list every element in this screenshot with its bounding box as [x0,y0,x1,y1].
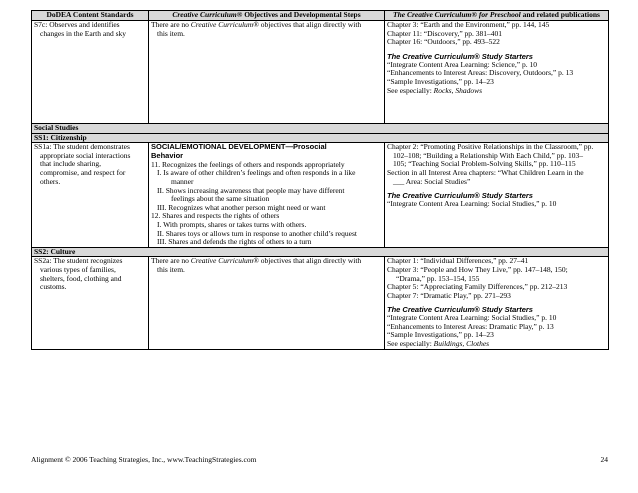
chapter-ref: Chapter 7: “Dramatic Play,” pp. 271–293 [387,290,511,300]
publications-cell [385,257,609,349]
table-row-ss2a [32,257,609,349]
standard-line: others. [40,176,61,186]
no-objectives-text-cont: this item. [157,264,185,274]
chapter-ref: Chapter 3: “People and How They Live,” pp. 147–148, 150; [387,264,568,274]
study-starter-ref: “Enhancements to Interest Areas: Discovery, Outdoors,” p. 13 [387,68,574,78]
objective-step: I. With prompts, shares or takes turns with others. [157,219,307,229]
standard-line: shelters, food, clothing and [40,273,122,283]
standard-line: customs. [40,282,67,292]
standard-line: appropriate social interactions [40,150,131,160]
study-starter-ref: “Enhancements to Interest Areas: Dramatic Play,” p. 13 [387,321,554,331]
table-header-row [32,11,609,21]
chapter-ref-cont: 105; “Teaching Social Problem-Solving Skills,” pp. 110–115 [393,159,576,169]
chapter-ref: Chapter 16: “Outdoors,” pp. 493–522 [387,37,500,47]
chapter-ref: Chapter 11: “Discovery,” pp. 381–401 [387,28,503,38]
standard-cell [32,143,149,248]
study-starter-ref: “Sample Investigations,” pp. 14–23 [387,76,494,86]
study-starters-heading: The Creative Curriculum® Study Starters [387,305,533,315]
subsection-heading-citizenship: SS1: Citizenship [32,133,609,143]
objective-step: III. Recognizes what another person might need or want [157,202,326,212]
no-objectives-text: There are no Creative Curriculum® objectives that align directly with [151,256,362,266]
publications-cell [385,21,609,124]
standard-line: S7c: Observes and identifies [34,20,120,29]
chapter-ref: Chapter 5: “Appreciating Family Differences,” pp. 212–213 [387,282,568,292]
objective-step-cont: feelings about the same situation [171,194,270,204]
study-starter-ref: “Integrate Content Area Learning: Science,” p. 10 [387,59,537,69]
chapter-ref-cont: ___ Area: Social Studies” [393,176,471,186]
standard-line: SS1a: The student demonstrates [34,142,130,152]
study-starter-ref: “Sample Investigations,” pp. 14–23 [387,330,494,340]
standard-line: that include sharing, [40,159,102,169]
header-creative-curriculum-publications: The Creative Curriculum® for Preschool and related publications [385,11,609,21]
header-dodea-standards: DoDEA Content Standards [32,11,149,21]
objective-step: I. Is aware of other children’s feelings and often responds in a like [157,168,356,178]
subsection-row-citizenship [32,133,609,143]
study-starters-heading: The Creative Curriculum® Study Starters [387,191,533,201]
objective-step: II. Shows increasing awareness that people may have different [157,185,345,195]
objective-line: 12. Shares and respects the rights of others [151,211,280,221]
chapter-ref: Chapter 1: “Individual Differences,” pp. 27–41 [387,256,529,266]
header-objectives: Creative Curriculum® Objectives and Developmental Steps [149,11,385,21]
chapter-ref: Chapter 3: “Earth and the Environment,” pp. 144, 145 [387,20,550,29]
objectives-cell [149,257,385,349]
study-starter-ref: “Integrate Content Area Learning: Social Studies,” p. 10 [387,199,557,209]
page-number: 24 [600,455,608,464]
footer-copyright: Alignment © 2006 Teaching Strategies, Inc., www.TeachingStrategies.com [31,455,257,464]
study-starters-heading: The Creative Curriculum® Study Starters [387,51,533,61]
publications-cell [385,143,609,248]
see-especially: See especially: Buildings, Clothes [387,339,490,349]
objectives-cell [149,21,385,124]
table-row-s7c [32,21,609,124]
objective-step: II. Shares toys or allows turn in response to another child’s request [157,228,357,238]
section-row-social-studies [32,124,609,134]
no-objectives-text-cont: this item. [157,28,185,38]
standard-line: SS2a: The student recognizes [34,256,123,266]
objective-step-cont: manner [171,176,194,186]
standard-cell [32,257,149,349]
standard-line: changes in the Earth and sky [40,28,127,38]
standard-line: various types of families, [40,264,116,274]
objectives-cell [149,143,385,248]
standard-line: compromise, and respect for [40,167,126,177]
chapter-ref-cont: 102–108; “Building a Relationship With Each Child,” pp. 103– [393,150,583,160]
see-especially: See especially: Rocks, Shadows [387,85,482,95]
domain-title-cont: Behavior [151,150,184,160]
alignment-table [31,10,609,350]
subsection-row-culture [32,247,609,257]
objective-line: 11. Recognizes the feelings of others and responds appropriately [151,159,345,169]
standard-cell [32,21,149,124]
table-row-ss1a [32,143,609,248]
objective-step: III. Shares and defends the rights of others to a turn [157,237,312,247]
no-objectives-text: There are no Creative Curriculum® objectives that align directly with [151,20,362,29]
chapter-ref: Section in all Interest Area chapters: “What Children Learn in the [387,167,584,177]
domain-title: SOCIAL/EMOTIONAL DEVELOPMENT—Prosocial [151,142,327,152]
chapter-ref-cont: “Drama,” pp. 153–154, 155 [396,273,480,283]
study-starter-ref: “Integrate Content Area Learning: Social Studies,” p. 10 [387,313,557,323]
subsection-heading-culture: SS2: Culture [32,247,609,257]
chapter-ref: Chapter 2: “Promoting Positive Relationships in the Classroom,” pp. [387,142,594,152]
section-heading-social-studies: Social Studies [32,124,609,134]
